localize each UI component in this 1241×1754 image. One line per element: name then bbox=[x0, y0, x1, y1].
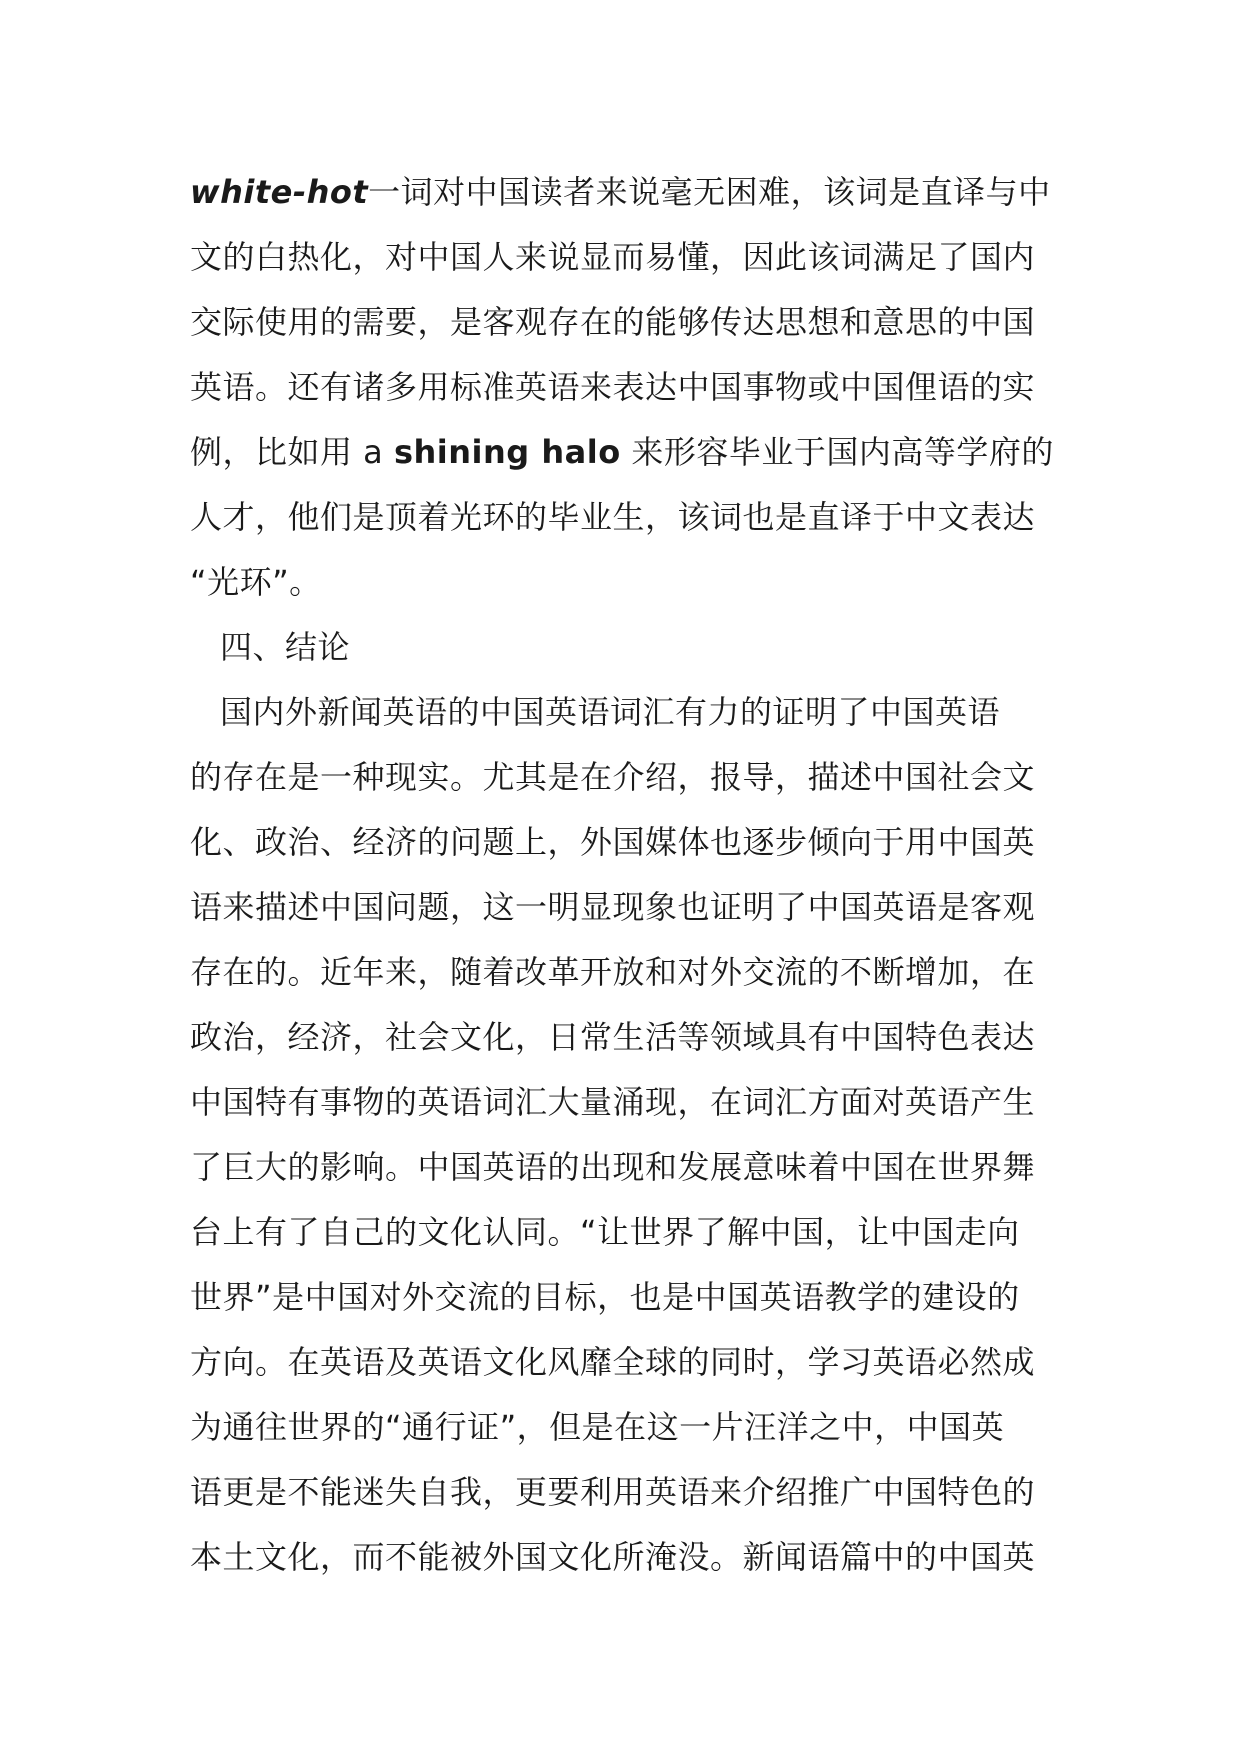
text-line: 为通往世界的“通行证”，但是在这一片汪洋之中，中国英 bbox=[190, 1408, 1005, 1446]
text-line: 文的白热化，对中国人来说显而易懂，因此该词满足了国内 bbox=[190, 238, 1036, 276]
text-line: 本土文化，而不能被外国文化所淹没。新闻语篇中的中国英 bbox=[190, 1538, 1036, 1576]
text-line: “光环”。 bbox=[190, 563, 322, 601]
text-line: 交际使用的需要，是客观存在的能够传达思想和意思的中国 bbox=[190, 303, 1036, 341]
text-line: 语更是不能迷失自我，更要利用英语来介绍推广中国特色的 bbox=[190, 1473, 1036, 1511]
text-line: 语来描述中国问题，这一明显现象也证明了中国英语是客观 bbox=[190, 888, 1036, 926]
term-shining-halo: shining halo bbox=[393, 433, 621, 471]
text-line: 方向。在英语及英语文化风靡全球的同时，学习英语必然成 bbox=[190, 1343, 1036, 1381]
text-line: 人才，他们是顶着光环的毕业生，该词也是直译于中文表达 bbox=[190, 498, 1036, 536]
text-line: 英语。还有诸多用标准英语来表达中国事物或中国俚语的实 bbox=[190, 368, 1036, 406]
text-line: 台上有了自己的文化认同。“让世界了解中国，让中国走向 bbox=[190, 1213, 1020, 1251]
text-line: 世界”是中国对外交流的目标，也是中国英语教学的建设的 bbox=[190, 1278, 1020, 1316]
body-text bbox=[190, 160, 1060, 1590]
text-line: 化、政治、经济的问题上，外国媒体也逐步倾向于用中国英 bbox=[190, 823, 1036, 861]
text-line bbox=[190, 420, 1060, 485]
text-line bbox=[190, 160, 1060, 225]
term-white-hot: white-hot bbox=[190, 173, 369, 211]
text-line: 了巨大的影响。中国英语的出现和发展意味着中国在世界舞 bbox=[190, 1148, 1036, 1186]
text-line: 存在的。近年来，随着改革开放和对外交流的不断增加，在 bbox=[190, 953, 1036, 991]
paragraph-start-line: 国内外新闻英语的中国英语词汇有力的证明了中国英语 bbox=[220, 693, 1001, 731]
line-text-pre: 例，比如用 a bbox=[190, 433, 394, 471]
text-line: 中国特有事物的英语词汇大量涌现，在词汇方面对英语产生 bbox=[190, 1083, 1036, 1121]
text-line: 政治，经济，社会文化，日常生活等领域具有中国特色表达 bbox=[190, 1018, 1036, 1056]
text-line: 的存在是一种现实。尤其是在介绍，报导，描述中国社会文 bbox=[190, 758, 1036, 796]
section-heading: 四、结论 bbox=[220, 628, 351, 666]
line-text: 一词对中国读者来说毫无困难，该词是直译与中 bbox=[368, 173, 1051, 211]
line-text-post: 来形容毕业于国内高等学府的 bbox=[620, 433, 1054, 471]
